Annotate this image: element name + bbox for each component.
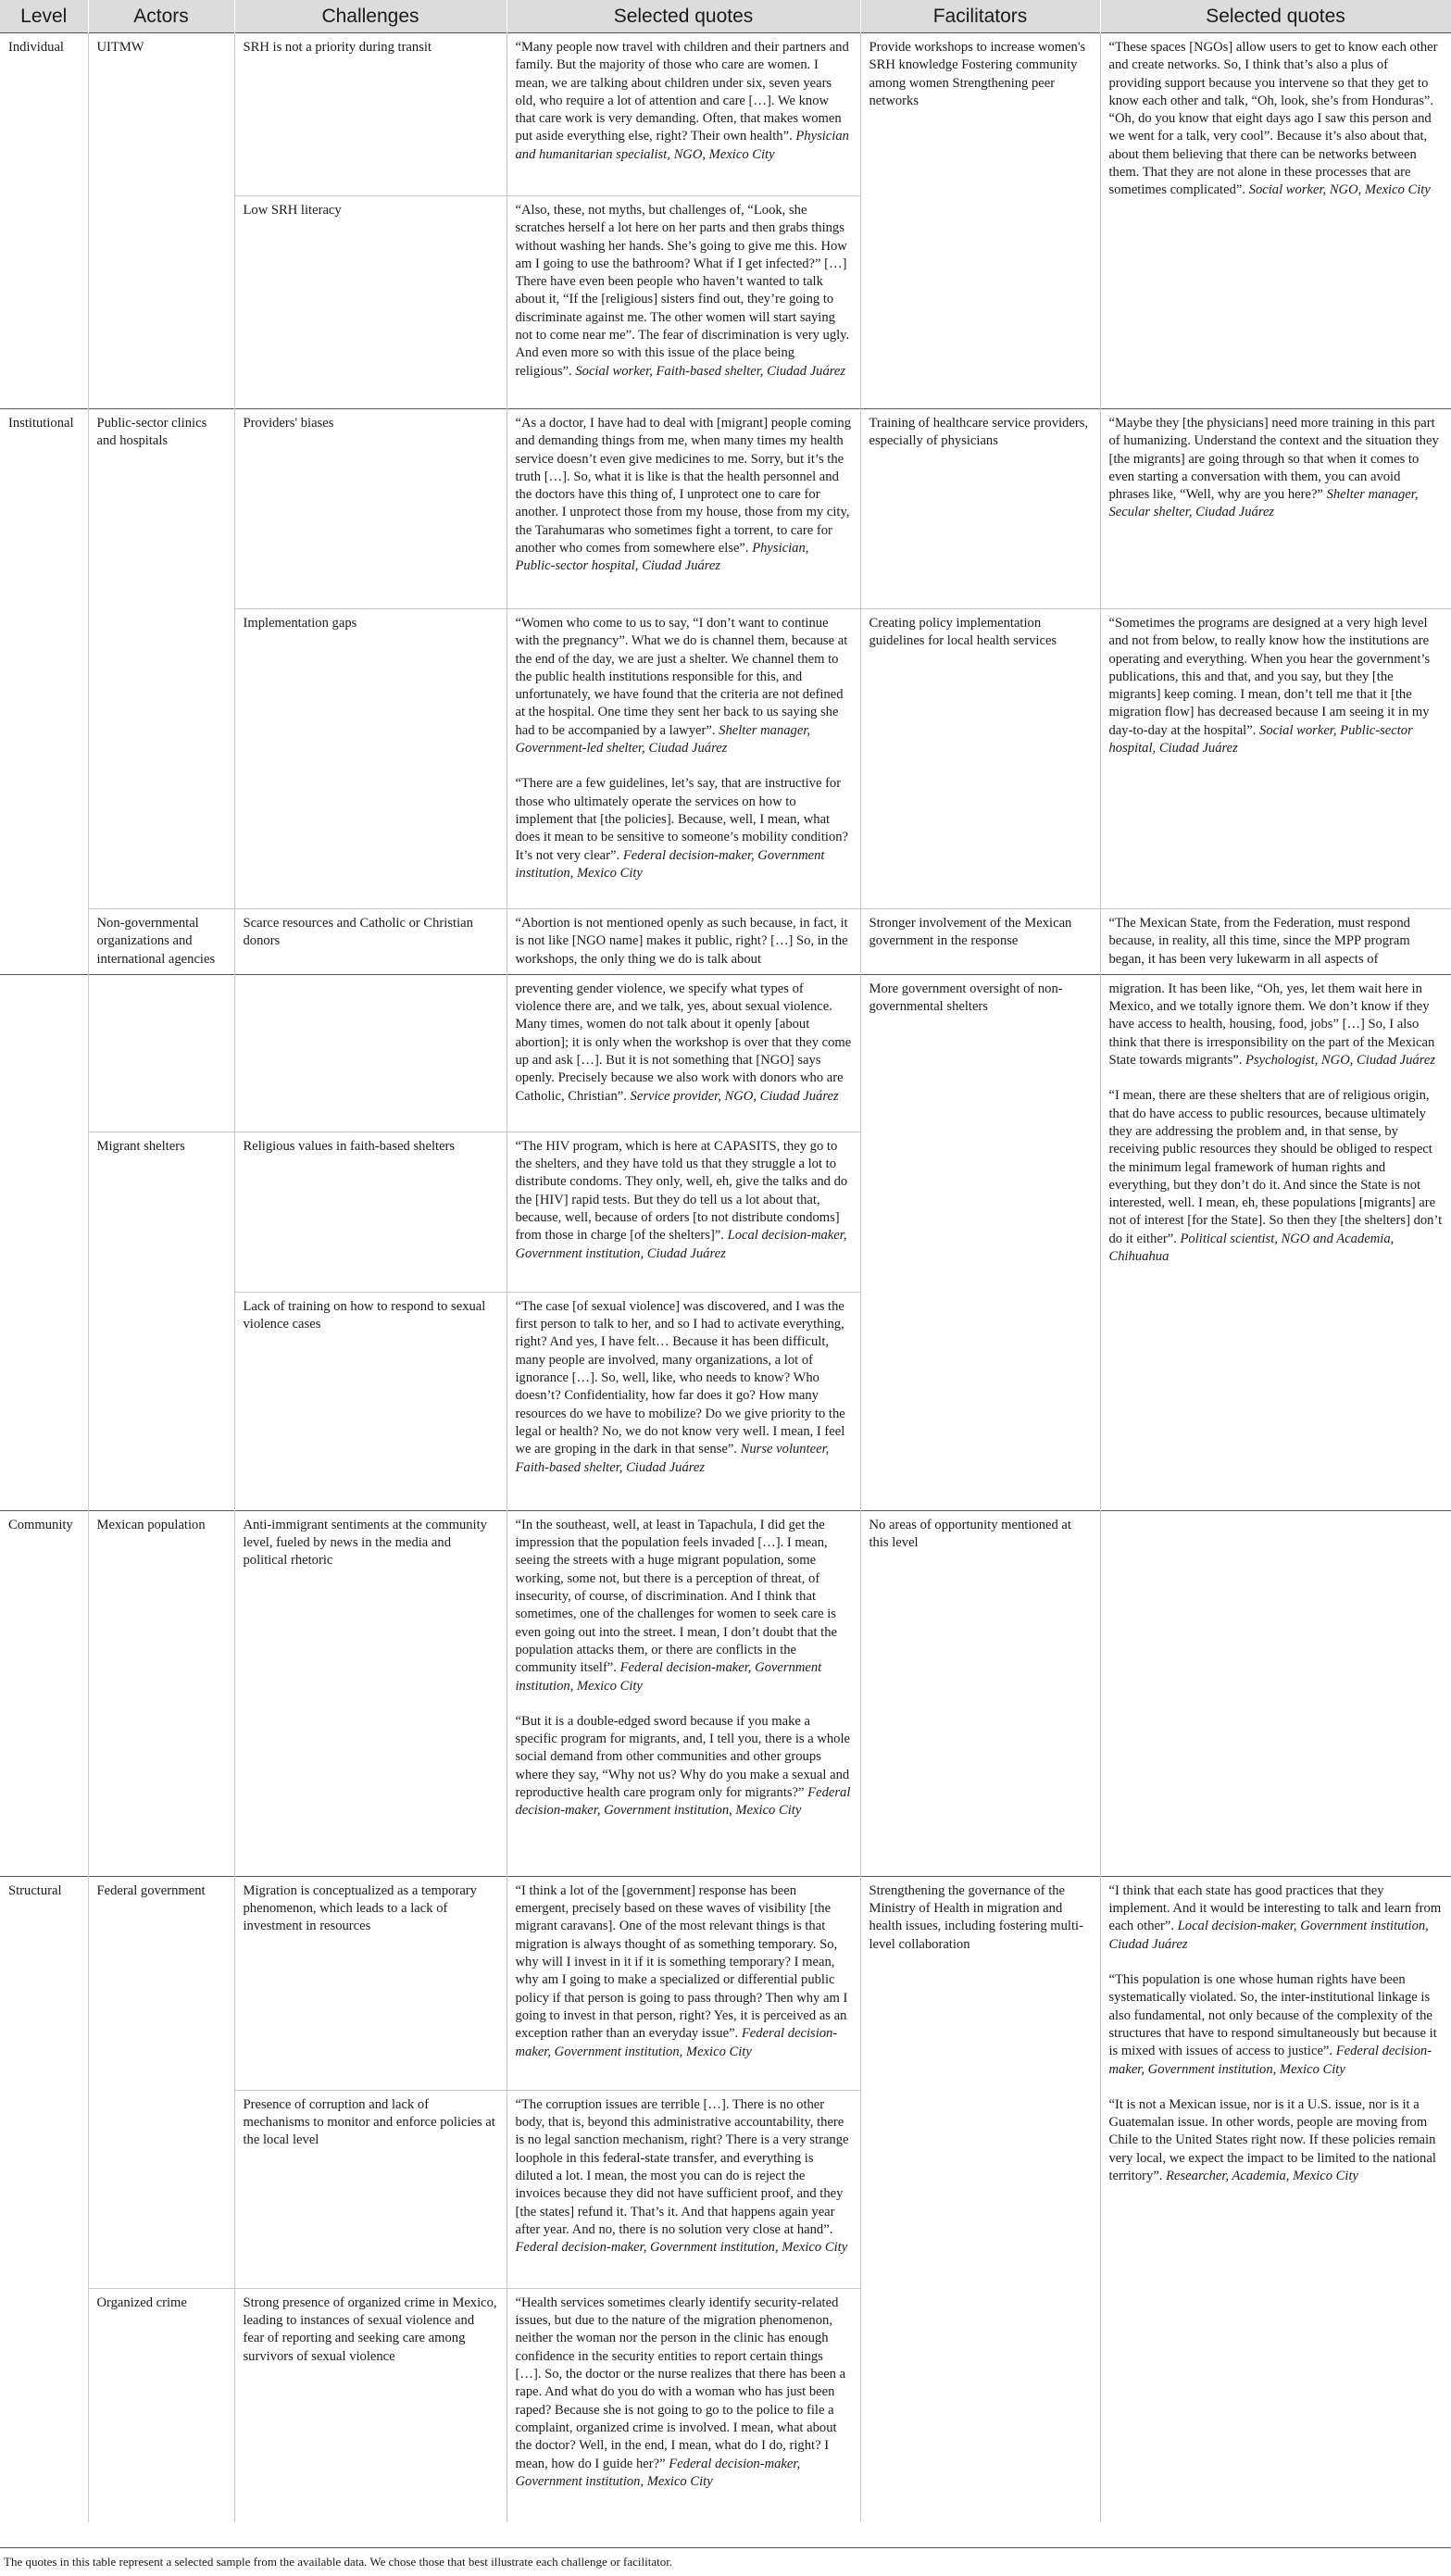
facilitator-cell: Strengthening the governance of the Ministry of Health in migration and health issues, including fostering multi-level collaboration xyxy=(860,1876,1100,2522)
quote-cell xyxy=(507,2288,860,2522)
facilitator-quote-cell xyxy=(1100,409,1451,609)
quote-source: Local decision-maker, Government institution, Ciudad Juárez xyxy=(515,1228,847,1261)
quote-cell xyxy=(507,1292,860,1510)
quote-text: “There are a few guidelines, let’s say, that are instructive for those who ultimately operate the services on how to implement that [the policies]. Because, well, I mean, what does it mean to be sensitive to someone’s mobility condition? It’s not very clear”. xyxy=(515,776,849,863)
quote-text: “The corruption issues are terrible […]. There is no other body, that is, beyond this administrative accountability, there is no legal sanction mechanism, right? There is a very strange loophole in this federal-state transfer, and everything is diluted a lot. I mean, the most you can do is reject the invoices because they did not have sufficient proof, and they [the states] refund it. That’s it. And that happens again year after year. And no, there is no solution very close at hand”. xyxy=(515,2096,849,2237)
actor-cell: Non-governmental organizations and international agencies xyxy=(88,909,234,975)
header-facilitators: Facilitators xyxy=(860,0,1100,33)
challenge-cell: Scarce resources and Catholic or Christian donors xyxy=(234,909,507,975)
quote-source: Federal decision-maker, Government institution, Mexico City xyxy=(1108,2044,1432,2077)
challenge-cell: SRH is not a priority during transit xyxy=(234,33,507,196)
table-row xyxy=(0,33,1451,196)
actor-cell: Federal government xyxy=(88,1876,234,2288)
quote-cell xyxy=(507,1876,860,2090)
actor-cell: Migrant shelters xyxy=(88,1132,234,1510)
table-header-row xyxy=(0,0,1451,33)
actor-cell: Public-sector clinics and hospitals xyxy=(88,409,234,909)
quote-text: “The case [of sexual violence] was discovered, and I was the first person to talk to her, and so I had to activate everything, right? And yes, I have felt… Because it has been difficult, many people are involved, many organizations, a lot of ignorance […]. So, well, like, who needs to know? Who doesn’t? Confidentiality, how far does it go? How many resources do we have to mobilize? Do we give priority to the legal or health? No, we do not know very well. I mean, I feel we are groping in the dark in that sense”. xyxy=(515,1298,845,1457)
facilitator-cell: Creating policy implementation guidelines for local health services xyxy=(860,609,1100,909)
facilitator-quote-cell xyxy=(1100,33,1451,409)
level-cell: Institutional xyxy=(0,409,88,975)
header-level: Level xyxy=(0,0,88,33)
quote-source: Federal decision-maker, Government institution, Mexico City xyxy=(515,1785,851,1819)
actor-cell: Mexican population xyxy=(88,1510,234,1876)
quote-cell xyxy=(507,974,860,1132)
level-cell: Individual xyxy=(0,33,88,409)
quote-text: “Sometimes the programs are designed at a very high level and not from below, to really know how the institutions are operating and everything. When you hear the government’s publications, this and that, and you say, but they [the migrants] keep coming. I mean, don’t tell me that it [the migration flow] has decreased because I am seeing it in my day-to-day at the hospital”. xyxy=(1108,616,1431,738)
facilitator-quote-cell xyxy=(1100,609,1451,909)
actor-cell: UITMW xyxy=(88,33,234,409)
quote-text: “The HIV program, which is here at CAPASITS, they go to the shelters, and they have told us that they struggle a lot to distribute condoms. They only, well, eh, give the talks and do the [HIV] rapid tests. But they do tell us a lot about that, because, well, because of orders [to not distribute condoms] from those in charge [of the shelters]”. xyxy=(515,1138,848,1244)
challenge-cell: Providers' biases xyxy=(234,409,507,609)
quote-cell xyxy=(507,2090,860,2288)
quote-cell xyxy=(507,409,860,609)
quote-text: “I think a lot of the [government] response has been emergent, precisely based on these waves of visibility [the migrant caravans]. One of the most relevant things is that migration is always thought of as something temporary. So, why will I invest in it if it is something temporary? I mean, why am I going to make a specialized or differential public policy if that person is going to pass through? Then why am I going to invest in that person, right? Yes, it is perceived as an exception rather than an everyday issue”. xyxy=(515,1882,848,2042)
quote-source: Social worker, Faith-based shelter, Ciudad Juárez xyxy=(575,363,846,379)
quote-cell xyxy=(507,1510,860,1876)
quote-source: Federal decision-maker, Government institution, Mexico City xyxy=(515,2456,801,2489)
quote-cell xyxy=(507,609,860,909)
facilitator-cell: More government oversight of non-governmental shelters xyxy=(860,974,1100,1510)
quote-text: “In the southeast, well, at least in Tapachula, I did get the impression that the population feels invaded […]. I mean, seeing the streets with a huge migrant population, some working, some not, but there is a perception of threat, of insecurity, of course, of discrimination. And I think that sometimes, one of the challenges for women to seek care is even going out into the street. I mean, I don’t doubt that the population attacks them, or there are conflicts in the community itself”. xyxy=(515,1517,837,1676)
quote-text: “This population is one whose human rights have been systematically violated. So, the inter-institutional linkage is also fundamental, not only because of the complexity of the structures that have to respond simultaneously but because it is mixed with issues of access to justice”. xyxy=(1108,1972,1437,2059)
quote-cell xyxy=(507,909,860,975)
challenge-cell: Migration is conceptualized as a temporary phenomenon, which leads to a lack of investment in resources xyxy=(234,1876,507,2090)
quote-source: Researcher, Academia, Mexico City xyxy=(1166,2169,1358,2184)
quote-text: “But it is a double-edged sword because if you make a specific program for migrants, and, I tell you, there is a whole social demand from other communities and other groups where they say, “Why not us? Why do you make a sexual and reproductive health care program only for migrants?” xyxy=(515,1713,850,1801)
quote-source: Political scientist, NGO and Academia, Chihuahua xyxy=(1108,1231,1395,1265)
quote-text: “I mean, there are these shelters that are of religious origin, that do have access to public resources, because ultimately they are addressing the problem and, in that sense, by receiving public resources they should be obliged to respect the minimum legal framework of human rights and everything, but they don’t do it. And since the State is not interested, well. I mean, eh, these populations [migrants] are not of interest [for the State]. So then they [the shelters] don’t do it either”. xyxy=(1108,1088,1443,1246)
quote-source: Psychologist, NGO, Ciudad Juárez xyxy=(1245,1053,1436,1069)
quote-source: Physician, Public-sector hospital, Ciudad Juárez xyxy=(515,541,809,574)
quote-cell xyxy=(507,196,860,409)
table-row xyxy=(0,1510,1451,1876)
quote-text: “Maybe they [the physicians] need more training in this part of humanizing. Understand the context and the situation they [the migrants] are going through so that when it comes to even starting a conversation with them, you can avoid phrases like, “Well, why are you here?” xyxy=(1108,416,1439,503)
table-row xyxy=(0,409,1451,609)
header-challenge-quotes: Selected quotes xyxy=(507,0,860,33)
quote-text: preventing gender violence, we specify what types of violence there are, and we talk, yes, about sexual violence. Many times, women do not talk about it openly [about abortion]; it is only when the workshop is over that they come up and ask […]. But it is not something that [NGO] says openly. Precisely because we also work with donors who are Catholic, Christian”. xyxy=(515,981,852,1104)
quote-cell xyxy=(507,33,860,196)
challenge-cell: Low SRH literacy xyxy=(234,196,507,409)
level-cell xyxy=(0,974,88,1510)
facilitator-quote-cell xyxy=(1100,974,1451,1510)
quote-source: Federal decision-maker, Government institution, Mexico City xyxy=(515,2240,848,2256)
quote-source: Federal decision-maker, Government institution, Mexico City xyxy=(515,2026,838,2059)
challenge-cell: Anti-immigrant sentiments at the community level, fueled by news in the media and political rhetoric xyxy=(234,1510,507,1876)
quote-cell xyxy=(507,1132,860,1292)
table-row xyxy=(0,974,1451,1132)
facilitator-cell: No areas of opportunity mentioned at this level xyxy=(860,1510,1100,1876)
quote-text: “I think that each state has good practices that they implement. And it would be interesting to talk and learn from each other”. xyxy=(1108,1882,1442,1934)
challenge-cell: Implementation gaps xyxy=(234,609,507,909)
challenge-cell: Presence of corruption and lack of mechanisms to monitor and enforce policies at the local level xyxy=(234,2090,507,2288)
table-row xyxy=(0,909,1451,975)
quote-source: Nurse volunteer, Faith-based shelter, Ciudad Juárez xyxy=(515,1442,830,1475)
facilitator-cell: Stronger involvement of the Mexican government in the response xyxy=(860,909,1100,975)
quote-text: “Abortion is not mentioned openly as such because, in fact, it is not like [NGO name] makes it public, right? […] So, in the workshops, the only thing we do is talk about xyxy=(515,916,848,967)
table-footnote: The quotes in this table represent a selected sample from the available data. We chose those that best illustrate each challenge or facilitator. xyxy=(4,2555,673,2569)
table-bottom-rule xyxy=(0,2547,1451,2548)
quote-source: Social worker, Public-sector hospital, Ciudad Juárez xyxy=(1108,722,1413,757)
quote-text: “These spaces [NGOs] allow users to get to know each other and create networks. So, I think that’s also a plus of providing support because you intervene so that they get to know each other and talk, “Oh, look, she’s from Honduras”. “Oh, do you know that eight days ago I saw this person and we went for a talk, very cool”. Because it’s also about that, about them believing that there can be networks between them. That they are not alone in these processes that are sometimes complicated”. xyxy=(1108,40,1438,198)
level-cell: Community xyxy=(0,1510,88,1876)
quote-source: Social worker, NGO, Mexico City xyxy=(1248,182,1431,198)
challenge-cell: Strong presence of organized crime in Mexico, leading to instances of sexual violence and fear of reporting and seeking care among survivors of sexual violence xyxy=(234,2288,507,2522)
quote-text: migration. It has been like, “Oh, yes, let them wait here in Mexico, and we totally ignore them. We don’t know if they have access to health, housing, food, jobs” […] So, I also think that there is irresponsibility on the part of the Mexican State towards migrants”. xyxy=(1108,981,1435,1069)
quote-source: Federal decision-maker, Government institution, Mexico City xyxy=(515,847,825,881)
quote-source: Federal decision-maker, Government institution, Mexico City xyxy=(515,1660,822,1694)
facilitator-cell: Provide workshops to increase women's SRH knowledge Fostering community among women Strengthening peer networks xyxy=(860,33,1100,409)
quote-text: “It is not a Mexican issue, nor is it a U.S. issue, nor is it a Guatemalan issue. In other words, people are moving from Chile to the United States right now. If these policies remain very local, we expect the impact to be limited to the national territory”. xyxy=(1108,2096,1436,2184)
quote-text: “Health services sometimes clearly identify security-related issues, but due to the nature of the migration phenomenon, neither the woman nor the person in the clinic has enough confidence in the security entities to report certain things […]. So, the doctor or the nurse realizes that there has been a rape. And what do you do with a woman who has just been raped? Because she is not going to go to the police to file a complaint, organized crime is involved. I mean, what about the doctor? Well, in the end, I mean, what do I do, right? I mean, how do I guide her?” xyxy=(515,2295,846,2471)
quote-source: Local decision-maker, Government institution, Ciudad Juárez xyxy=(1108,1919,1429,1952)
quote-text: “Also, these, not myths, but challenges of, “Look, she scratches herself a lot here on her parts and then grabs things without washing her hands. She’s going to give me this. How am I going to use the bathroom? What if I get infected?” […] There have even been people who haven’t wanted to talk about it, “If the [religious] sisters find out, they’re going to discriminate against me. The other women will start saying not to come near me”. The fear of discrimination is very ugly. And even more so with this issue of the place being religious”. xyxy=(515,203,850,379)
challenge-cell: Religious values in faith-based shelters xyxy=(234,1132,507,1292)
level-cell: Structural xyxy=(0,1876,88,2522)
quote-text: “Many people now travel with children and their partners and family. But the majority of those who care are women. I mean, we are talking about children under six, seven years old, who require a lot of attention and care […]. We know that care work is very demanding. Often, that makes women put aside everything else, right? Their own health”. xyxy=(515,40,849,144)
quote-source: Physician and humanitarian specialist, NGO, Mexico City xyxy=(515,129,849,162)
facilitator-quote-cell xyxy=(1100,1510,1451,1876)
header-facilitator-quotes: Selected quotes xyxy=(1100,0,1451,33)
facilitator-quote-cell xyxy=(1100,1876,1451,2522)
quote-text: “As a doctor, I have had to deal with [migrant] people coming and demanding things from me, when many times my health service doesn’t even give medicines to me. Sorry, but it’s the truth […]. So, what it is like is that the health personnel and the doctors have this thing of, I unprotect one to care for another. I unprotect those from my house, those from my city, the Tarahumaras who sometimes fight a torrent, to care for another who comes from somewhere else”. xyxy=(515,416,852,556)
header-actors: Actors xyxy=(88,0,234,33)
actor-cell: Organized crime xyxy=(88,2288,234,2522)
actor-cell xyxy=(88,974,234,1132)
facilitator-cell: Training of healthcare service providers, especially of physicians xyxy=(860,409,1100,609)
challenge-cell: Lack of training on how to respond to sexual violence cases xyxy=(234,1292,507,1510)
quote-text: “Women who come to us to say, “I don’t want to continue with the pregnancy”. What we do is channel them, because at the end of the day, we are just a shelter. We channel them to the public health institutions responsible for this, and unfortunately, we have found that the criteria are not defined at the hospital. One time they sent her back to us saying she had to be accompanied by a lawyer”. xyxy=(515,616,848,738)
facilitator-quote-cell xyxy=(1100,909,1451,975)
quote-source: Shelter manager, Government-led shelter, Ciudad Juárez xyxy=(515,722,811,757)
challenge-cell xyxy=(234,974,507,1132)
quote-source: Service provider, NGO, Ciudad Juárez xyxy=(630,1088,839,1104)
quote-source: Shelter manager, Secular shelter, Ciudad Juárez xyxy=(1108,487,1419,520)
header-challenges: Challenges xyxy=(234,0,507,33)
table-row xyxy=(0,1876,1451,2090)
quote-text: “The Mexican State, from the Federation, must respond because, in reality, all this time, since the MPP program began, it has been very lukewarm in all aspects of xyxy=(1108,916,1410,967)
